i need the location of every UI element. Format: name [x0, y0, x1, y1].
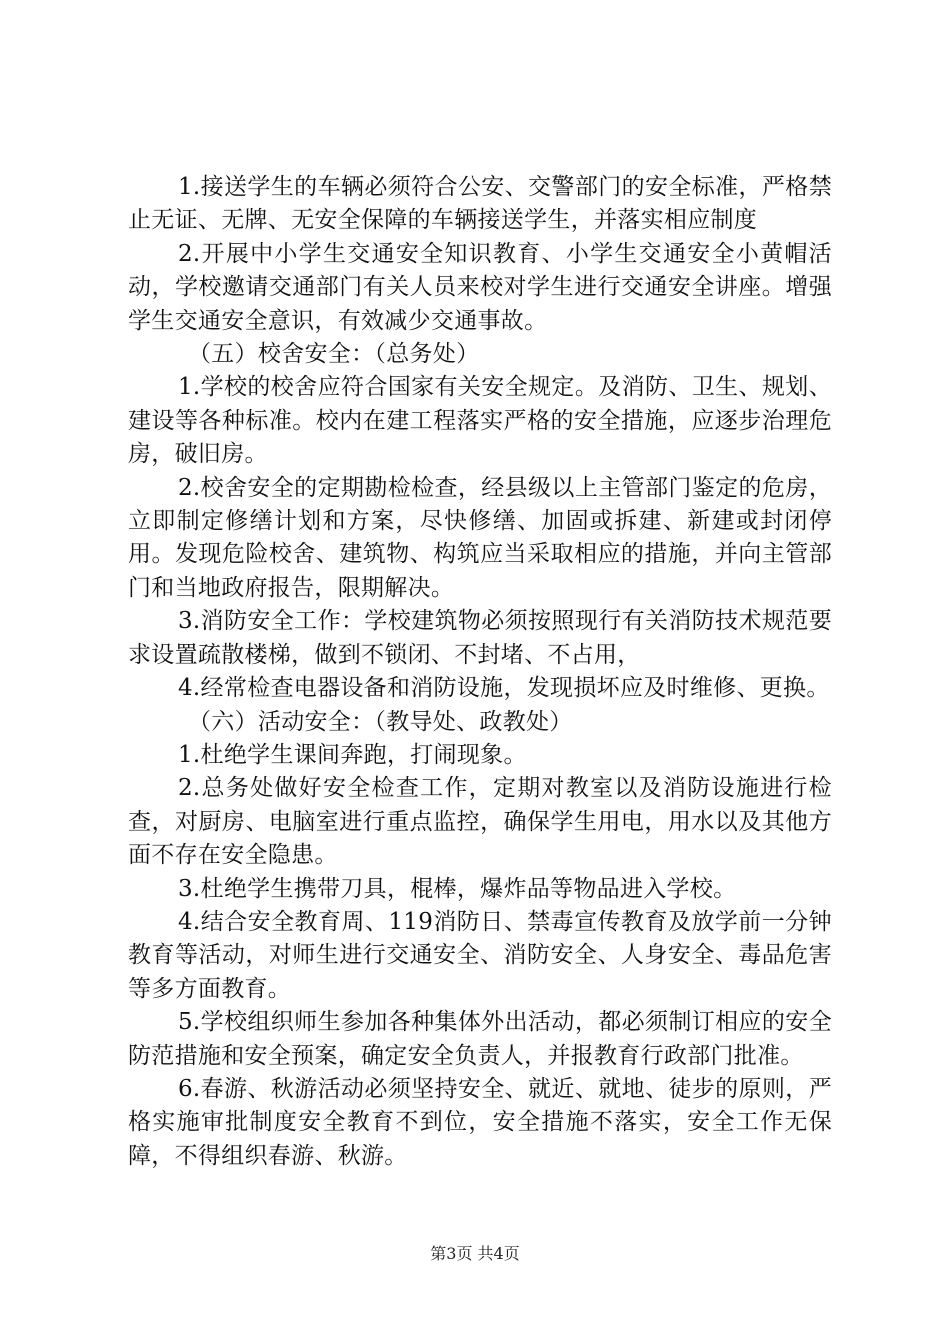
paragraph-building-inspection: 2.校舍安全的定期勘检检查，经县级以上主管部门鉴定的危房，立即制定修缮计划和方案，尽快修缮、加固或拆建、新建或封闭停用。发现危险校舍、建筑物、构筑应当采取相应的措施，并向主管部门和当地政府报告，限期解决。	[128, 474, 832, 601]
paragraph-outings: 5.学校组织师生参加各种集体外出活动，都必须制订相应的安全防范措施和安全预案，确定安全负责人，并报教育行政部门批准。	[128, 1009, 832, 1069]
section-heading-school-buildings: （五）校舍安全：（总务处）	[188, 341, 480, 368]
page-number-footer: 第3页 共4页	[430, 1244, 520, 1263]
paragraph-vehicle-standards: 1.接送学生的车辆必须符合公安、交警部门的安全标准，严格禁止无证、无牌、无安全保障的车辆接送学生，并落实相应制度	[128, 174, 832, 234]
paragraph-no-running: 1.杜绝学生课间奔跑，打闹现象。	[178, 741, 527, 768]
paragraph-traffic-education: 2.开展中小学生交通安全知识教育、小学生交通安全小黄帽活动，学校邀请交通部门有关人员来校对学生进行交通安全讲座。增强学生交通安全意识，有效减少交通事故。	[128, 240, 832, 334]
document-body	[128, 171, 832, 1173]
paragraph-safety-inspection: 2.总务处做好安全检查工作，定期对教室以及消防设施进行检查，对厨房、电脑室进行重点监控，确保学生用电，用水以及其他方面不存在安全隐患。	[128, 775, 832, 869]
paragraph-building-regulations: 1.学校的校舍应符合国家有关安全规定。及消防、卫生、规划、建设等各种标准。校内在建工程落实严格的安全措施，应逐步治理危房，破旧房。	[128, 374, 832, 468]
paragraph-fire-safety: 3.消防安全工作：学校建筑物必须按照现行有关消防技术规范要求设置疏散楼梯，做到不锁闭、不封堵、不占用，	[128, 608, 832, 668]
section-heading-activity-safety: （六）活动安全：（教导处、政教处）	[188, 708, 573, 735]
paragraph-equipment-check: 4.经常检查电器设备和消防设施，发现损坏应及时维修、更换。	[178, 675, 830, 702]
paragraph-no-weapons: 3.杜绝学生携带刀具，棍棒，爆炸品等物品进入学校。	[178, 875, 737, 902]
paragraph-safety-education: 4.结合安全教育周、119消防日、禁毒宣传教育及放学前一分钟教育等活动，对师生进行交通安全、消防安全、人身安全、毒品危害等多方面教育。	[128, 908, 832, 1002]
paragraph-spring-autumn-trips: 6.春游、秋游活动必须坚持安全、就近、就地、徒步的原则，严格实施审批制度安全教育不到位，安全措施不落实，安全工作无保障，不得组织春游、秋游。	[128, 1075, 832, 1169]
